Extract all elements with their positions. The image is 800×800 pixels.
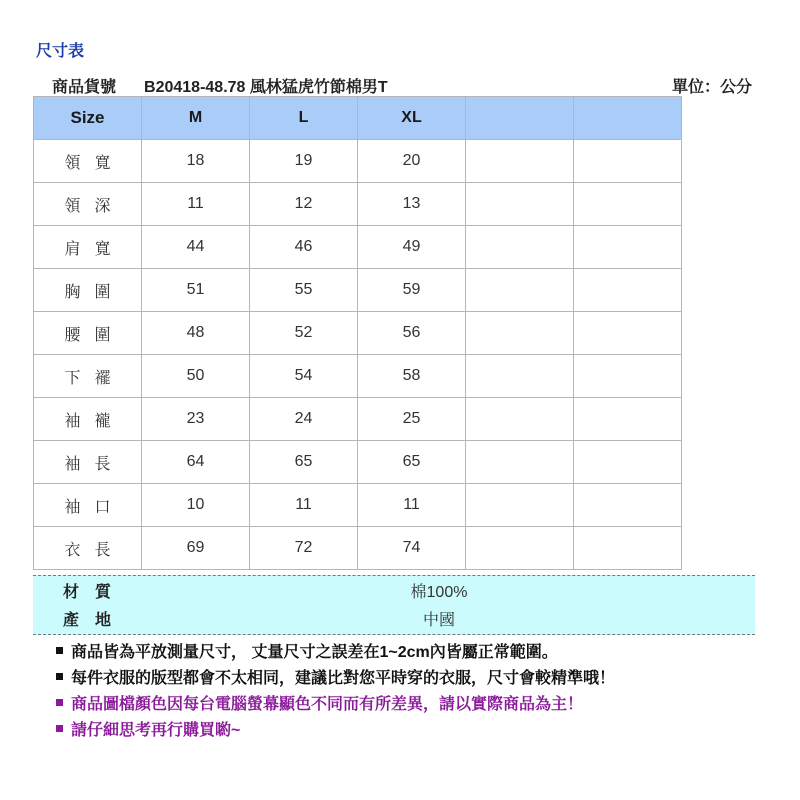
size-value-cell — [574, 398, 682, 441]
size-header-empty — [574, 97, 682, 140]
size-value-cell: 11 — [142, 183, 250, 226]
row-label: 領寬 — [34, 140, 142, 183]
size-value-cell: 20 — [358, 140, 466, 183]
note-item — [56, 718, 615, 744]
size-value-cell — [466, 527, 574, 570]
size-header-empty — [466, 97, 574, 140]
row-label: 袖口 — [34, 484, 142, 527]
notes-list — [56, 640, 615, 744]
note-text: 每件衣服的版型都會不太相同，建議比對您平時穿的衣服，尺寸會較精準哦！ — [71, 670, 616, 687]
size-value-cell: 23 — [142, 398, 250, 441]
size-value-cell: 19 — [250, 140, 358, 183]
square-bullet-icon — [56, 647, 63, 654]
size-value-cell — [466, 140, 574, 183]
square-bullet-icon — [56, 725, 63, 732]
size-value-cell: 51 — [142, 269, 250, 312]
table-row — [34, 398, 682, 441]
table-row — [34, 441, 682, 484]
square-bullet-icon — [56, 673, 63, 680]
size-value-cell — [574, 183, 682, 226]
size-table — [33, 96, 682, 570]
size-value-cell — [574, 269, 682, 312]
table-row — [34, 484, 682, 527]
size-value-cell: 64 — [142, 441, 250, 484]
table-row — [34, 269, 682, 312]
table-row — [34, 140, 682, 183]
material-row — [33, 607, 755, 635]
square-bullet-icon — [56, 699, 63, 706]
size-value-cell — [574, 484, 682, 527]
size-table-body — [34, 140, 682, 570]
table-row — [34, 527, 682, 570]
size-value-cell — [466, 355, 574, 398]
size-value-cell: 46 — [250, 226, 358, 269]
note-text: 商品皆為平放測量尺寸， 丈量尺寸之誤差在1~2cm內皆屬正常範圍。 — [71, 644, 558, 661]
table-row — [34, 226, 682, 269]
size-value-cell — [574, 355, 682, 398]
row-label: 袖長 — [34, 441, 142, 484]
note-item — [56, 640, 615, 666]
size-value-cell — [466, 269, 574, 312]
table-row — [34, 355, 682, 398]
material-label: 材質 — [63, 584, 128, 601]
row-label: 肩寬 — [34, 226, 142, 269]
size-value-cell: 49 — [358, 226, 466, 269]
size-value-cell — [574, 527, 682, 570]
note-item — [56, 692, 615, 718]
note-text: 商品圖檔顏色因每台電腦螢幕顯色不同而有所差異，請以實際商品為主！ — [71, 696, 584, 713]
size-value-cell: 18 — [142, 140, 250, 183]
size-value-cell: 12 — [250, 183, 358, 226]
size-value-cell: 58 — [358, 355, 466, 398]
size-value-cell: 10 — [142, 484, 250, 527]
product-info — [52, 74, 388, 97]
size-value-cell: 50 — [142, 355, 250, 398]
row-label: 腰圍 — [34, 312, 142, 355]
size-value-cell: 74 — [358, 527, 466, 570]
row-label: 袖襱 — [34, 398, 142, 441]
size-value-cell — [466, 398, 574, 441]
size-header-m: M — [142, 97, 250, 140]
size-value-cell: 55 — [250, 269, 358, 312]
material-value: 棉100% — [410, 584, 468, 601]
row-label: 下襬 — [34, 355, 142, 398]
note-item — [56, 666, 615, 692]
size-value-cell — [574, 312, 682, 355]
size-value-cell: 56 — [358, 312, 466, 355]
size-value-cell: 69 — [142, 527, 250, 570]
row-label: 胸圍 — [34, 269, 142, 312]
size-value-cell: 13 — [358, 183, 466, 226]
product-code: B20418-48.78 風林猛虎竹節棉男T — [144, 79, 388, 96]
size-value-cell — [466, 441, 574, 484]
row-label: 領深 — [34, 183, 142, 226]
size-value-cell: 25 — [358, 398, 466, 441]
size-value-cell — [574, 441, 682, 484]
size-value-cell: 72 — [250, 527, 358, 570]
size-value-cell — [466, 226, 574, 269]
size-value-cell: 11 — [358, 484, 466, 527]
unit-label: 單位：公分 — [671, 79, 752, 96]
material-value: 中國 — [422, 612, 455, 629]
table-row — [34, 183, 682, 226]
row-label: 衣長 — [34, 527, 142, 570]
material-row — [33, 579, 755, 607]
size-value-cell — [466, 484, 574, 527]
size-value-cell: 52 — [250, 312, 358, 355]
size-value-cell: 65 — [358, 441, 466, 484]
size-value-cell — [466, 183, 574, 226]
size-value-cell: 11 — [250, 484, 358, 527]
material-label: 產地 — [63, 612, 128, 629]
size-value-cell: 24 — [250, 398, 358, 441]
note-text: 請仔細思考再行購買喲~ — [71, 722, 241, 739]
product-label: 商品貨號 — [52, 79, 117, 96]
size-value-cell: 54 — [250, 355, 358, 398]
size-value-cell — [574, 140, 682, 183]
size-column-header: Size — [34, 97, 142, 140]
material-section — [33, 575, 755, 635]
table-row — [34, 312, 682, 355]
size-header-l: L — [250, 97, 358, 140]
size-value-cell — [466, 312, 574, 355]
size-value-cell: 65 — [250, 441, 358, 484]
size-header-row — [34, 97, 682, 140]
size-value-cell: 59 — [358, 269, 466, 312]
size-header-xl: XL — [358, 97, 466, 140]
size-value-cell — [574, 226, 682, 269]
size-value-cell: 44 — [142, 226, 250, 269]
size-value-cell: 48 — [142, 312, 250, 355]
page-title: 尺寸表 — [36, 43, 85, 60]
